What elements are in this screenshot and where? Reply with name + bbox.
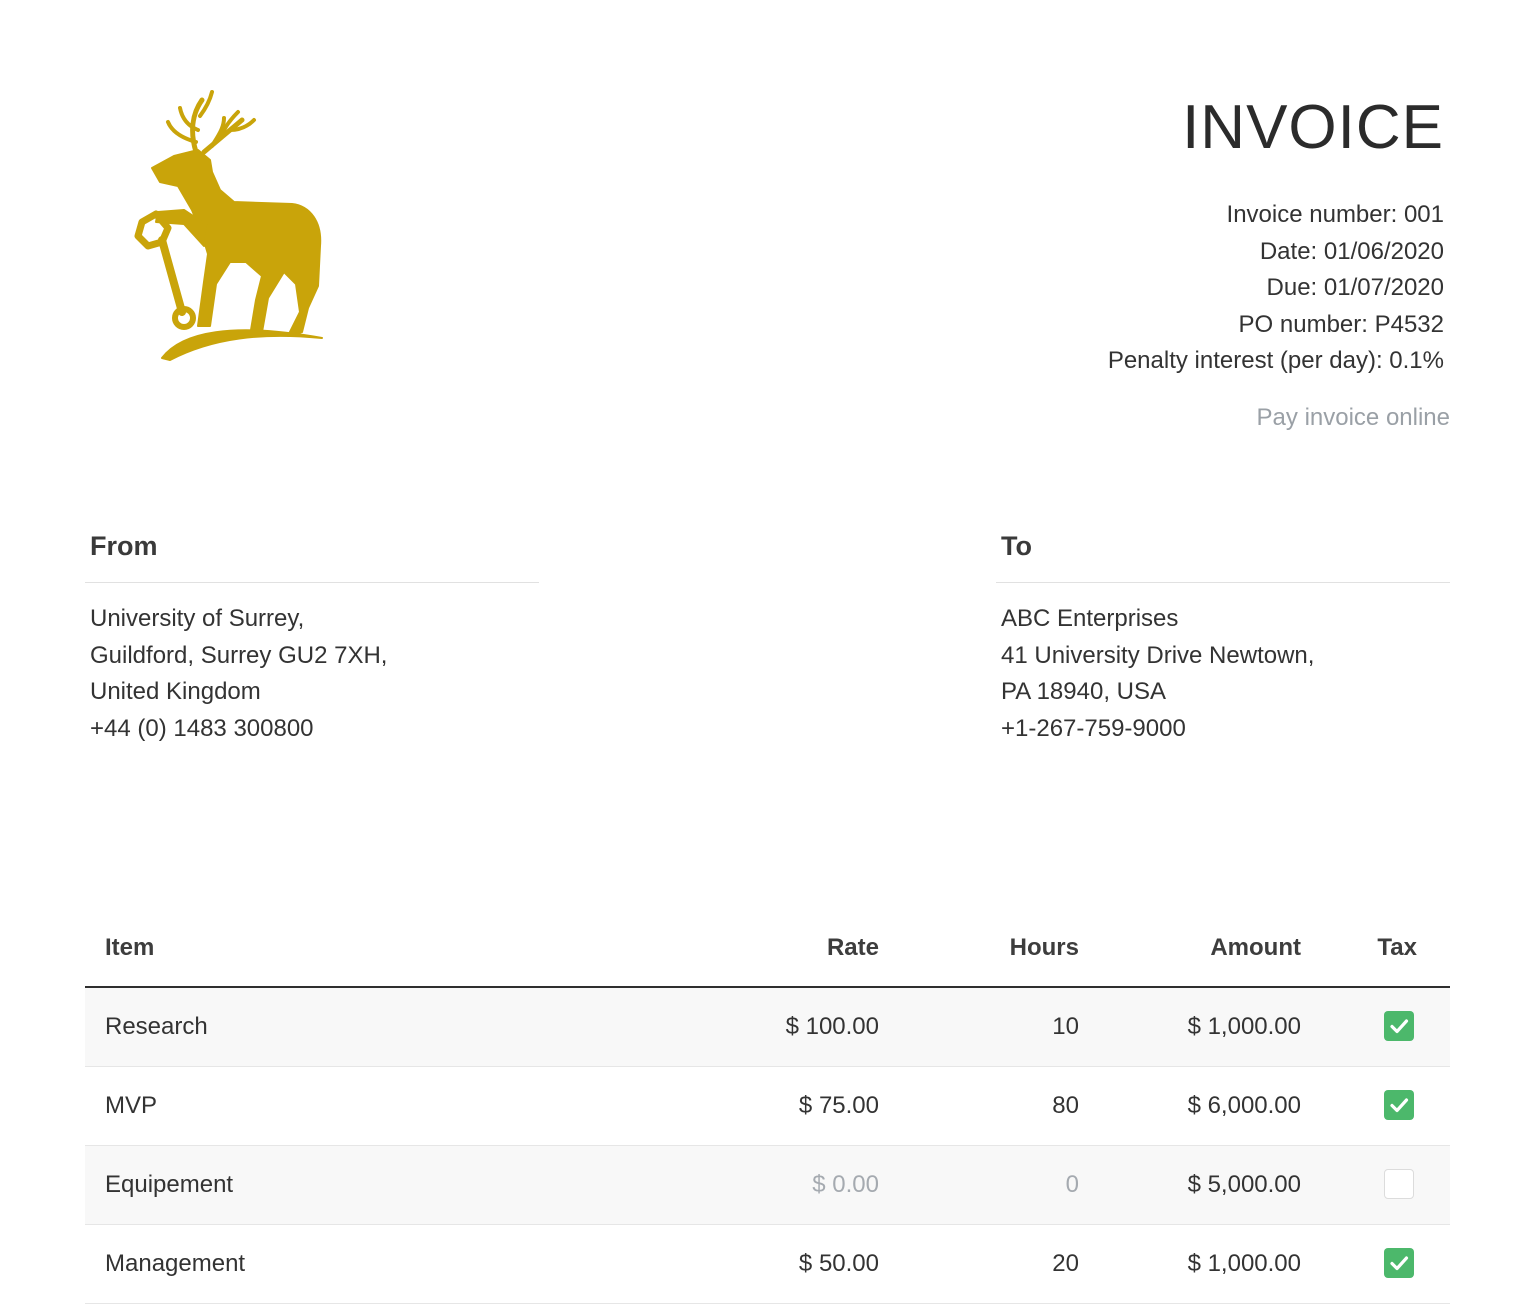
tax-checkbox[interactable]	[1384, 1169, 1414, 1199]
item-hours: 10	[1052, 1013, 1079, 1040]
column-header-rate: Rate	[826, 934, 879, 961]
to-heading: To	[996, 522, 1450, 583]
tax-checkbox[interactable]	[1384, 1011, 1414, 1041]
pay-invoice-online-link[interactable]: Pay invoice online	[1256, 404, 1450, 431]
item-rate: $ 0.00	[812, 1171, 879, 1198]
from-address	[85, 583, 539, 747]
table-header	[85, 910, 1450, 988]
invoice-date: Date: 01/06/2020	[1259, 237, 1444, 265]
table-row	[85, 1146, 1450, 1225]
item-hours: 0	[1065, 1171, 1079, 1198]
item-amount: $ 6,000.00	[1187, 1092, 1301, 1119]
item-rate: $ 75.00	[798, 1092, 879, 1119]
to-address-line: ABC Enterprises	[1001, 605, 1179, 632]
column-header-amount: Amount	[1210, 934, 1301, 961]
item-amount: $ 1,000.00	[1187, 1013, 1301, 1040]
items-table	[85, 910, 1450, 1304]
from-section	[85, 522, 539, 747]
to-phone: +1-267-759-9000	[1001, 714, 1186, 742]
column-header-item: Item	[105, 934, 155, 961]
table-row	[85, 1225, 1450, 1304]
checkmark-icon	[1384, 1011, 1414, 1041]
column-header-tax: Tax	[1377, 934, 1417, 961]
table-row	[85, 1067, 1450, 1146]
penalty-interest: Penalty interest (per day): 0.1%	[1107, 347, 1444, 375]
checkmark-icon	[1384, 1090, 1414, 1120]
table-row	[85, 988, 1450, 1067]
item-rate: $ 50.00	[798, 1250, 879, 1277]
po-number: PO number: P4532	[1238, 310, 1444, 338]
from-phone: +44 (0) 1483 300800	[90, 714, 314, 742]
item-name: Research	[105, 1013, 208, 1040]
stag-crest-icon	[112, 86, 336, 366]
item-name: Equipement	[105, 1171, 234, 1198]
to-address-line: 41 University Drive Newtown,	[1001, 641, 1315, 669]
invoice-meta	[1108, 197, 1444, 380]
from-address-line: Guildford, Surrey GU2 7XH,	[90, 641, 388, 669]
invoice-number: Invoice number: 001	[1226, 201, 1444, 228]
item-name: MVP	[105, 1092, 158, 1119]
tax-checkbox[interactable]	[1384, 1248, 1414, 1278]
item-amount: $ 5,000.00	[1187, 1171, 1301, 1198]
from-address-line: United Kingdom	[90, 678, 261, 706]
item-hours: 20	[1052, 1250, 1079, 1277]
tax-checkbox[interactable]	[1384, 1090, 1414, 1120]
document-title: INVOICE	[1182, 93, 1444, 162]
from-address-line: University of Surrey,	[90, 605, 305, 632]
to-address-line: PA 18940, USA	[1001, 678, 1166, 706]
checkmark-icon	[1384, 1248, 1414, 1278]
to-address	[996, 583, 1450, 747]
item-hours: 80	[1052, 1092, 1079, 1119]
item-rate: $ 100.00	[785, 1013, 879, 1040]
invoice-due-date: Due: 01/07/2020	[1266, 274, 1444, 302]
item-name: Management	[105, 1250, 246, 1277]
to-section	[996, 522, 1450, 747]
item-amount: $ 1,000.00	[1187, 1250, 1301, 1277]
from-heading: From	[85, 522, 539, 583]
column-header-hours: Hours	[1009, 934, 1079, 961]
